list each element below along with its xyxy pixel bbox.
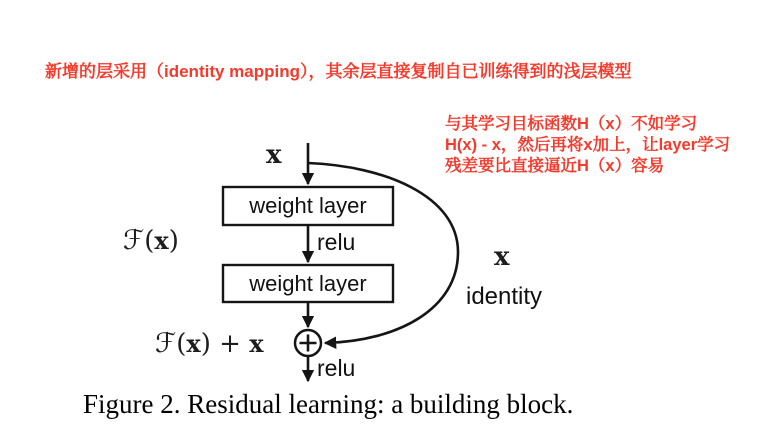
output-function-label bbox=[155, 328, 264, 359]
script-f-glyph: ℱ bbox=[155, 328, 177, 359]
bold-x: x bbox=[154, 226, 169, 255]
plus-sign: + bbox=[210, 329, 250, 359]
paren-close: ) bbox=[168, 226, 179, 256]
paren-close: ) bbox=[200, 329, 211, 359]
weight-layer-2-label: weight layer bbox=[249, 270, 367, 296]
skip-x-label: x bbox=[494, 242, 510, 272]
figure-caption: Figure 2. Residual learning: a building block. bbox=[83, 389, 574, 419]
annotation-top-note: 新增的层采用（identity mapping），其余层直接复制自已训练得到的浅层模型 bbox=[45, 62, 632, 81]
residual-function-label bbox=[123, 225, 179, 256]
side-note-line-2: H(x) - x，然后再将x加上，让layer学习 bbox=[445, 136, 731, 154]
side-note-line-3: 残差要比直接逼近H（x）容易 bbox=[445, 157, 665, 175]
weight-layer-1-label: weight layer bbox=[249, 193, 367, 218]
bold-x: x bbox=[186, 329, 201, 358]
identity-label: identity bbox=[466, 283, 543, 310]
paren-open: ( bbox=[176, 329, 187, 359]
bold-x: x bbox=[249, 329, 264, 358]
plus-circle-icon bbox=[295, 330, 321, 356]
side-note-line-1: 与其学习目标函数H（x）不如学习 bbox=[445, 115, 698, 133]
script-f-glyph: ℱ bbox=[123, 225, 145, 256]
input-x-label: x bbox=[266, 140, 282, 170]
relu-mid-label: relu bbox=[317, 229, 356, 255]
paren-open: ( bbox=[144, 226, 155, 256]
relu-out-label: relu bbox=[317, 355, 356, 381]
